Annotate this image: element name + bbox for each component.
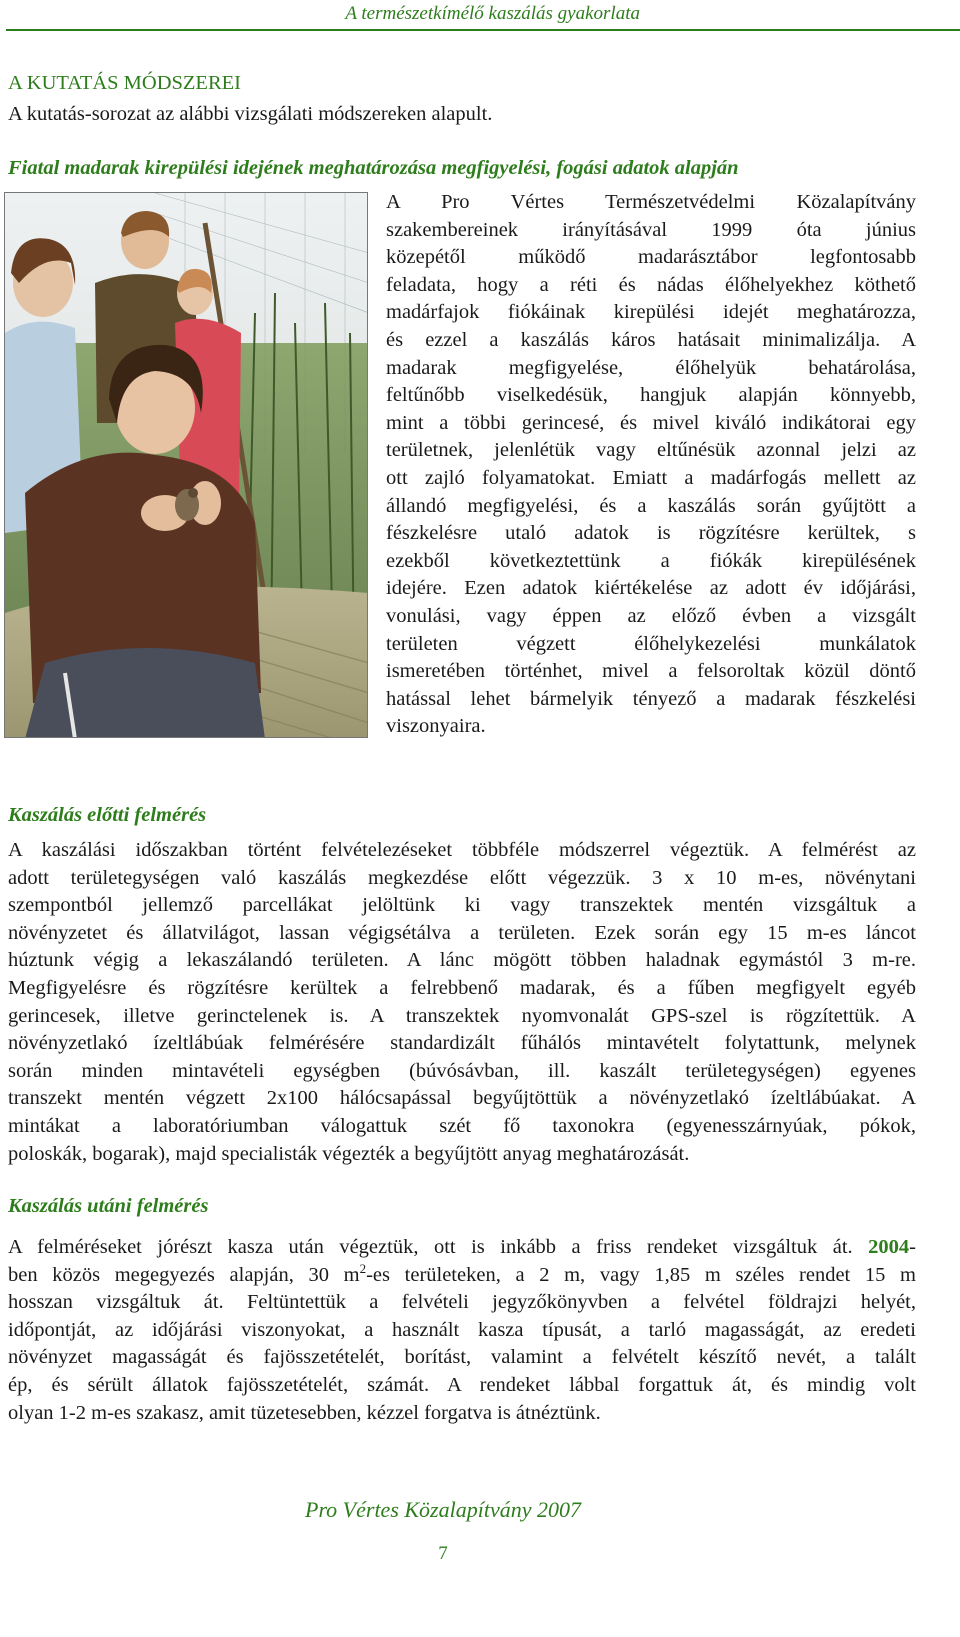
paragraph-post-mowing bbox=[8, 1234, 916, 1427]
text-line: hosszan vizsgáltuk át. Feltüntettük a felvételi jegyzőkönyvben a felvétel földrajzi helyét, bbox=[8, 1291, 916, 1314]
text-line: idejére. Ezen adatok kiértékelése az adott év időjárási, bbox=[386, 577, 916, 600]
text-line: növényzet magasságát és fajösszetételét, borítást, valamint a felvételt készítő nevét, a talált bbox=[8, 1346, 916, 1369]
year-highlight: 2004 bbox=[868, 1236, 910, 1258]
text-line: ép, és sérült állatok fajösszetételét, számát. A rendeket lábbal forgattuk át, és mindig volt bbox=[8, 1373, 916, 1396]
heading-pre-mowing: Kaszálás előtti felmérés bbox=[8, 804, 207, 826]
text-line: madárfajok fiókáinak kirepülési idejét meghatározza, bbox=[386, 301, 916, 324]
section-label: A KUTATÁS MÓDSZEREI bbox=[8, 72, 241, 94]
text-line: mint a többi gerincesé, és mivel kiváló indikátorai egy bbox=[386, 411, 916, 434]
text-line: és ezzel a kaszálás káros hatásait minimalizálja. A bbox=[386, 328, 916, 351]
text-line bbox=[8, 1262, 916, 1290]
text-line: közepétől működő madarásztábor legfontosabb bbox=[386, 246, 916, 269]
text-line: feltűnőbb viselkedésük, hangjuk alapján könnyebb, bbox=[386, 384, 916, 407]
page-number: 7 bbox=[438, 1543, 448, 1564]
text-line: növényzetet és állatvilágot, lassan végigsétálva a területen. Ezek során egy 15 m-es láncot bbox=[8, 921, 916, 944]
text-line: transzekt mentén végzett 2x100 hálócsapással begyűjtöttük a növényzetlakó ízeltlábúakat. A bbox=[8, 1087, 916, 1110]
paragraph-fledging bbox=[386, 189, 916, 741]
text-line: szakembereinek irányításával 1999 óta június bbox=[386, 218, 916, 241]
text-line: szempontból jellemző parcellákat jelöltünk ki vagy transzektek mentén vizsgáltuk a bbox=[8, 894, 916, 917]
text-line: területnek, jelenlétük vagy eltűnésük azonnal jelzi az bbox=[386, 439, 916, 462]
text-fragment: A felméréseket jórészt kasza után végeztük, ott is inkább a friss rendeket vizsgáltuk át. bbox=[8, 1236, 853, 1258]
text-line: gerincesek, illetve gerinctelenek is. A transzektek nyomvonalát GPS-szel is rögzítettük. A bbox=[8, 1004, 916, 1027]
superscript: 2 bbox=[359, 1260, 367, 1276]
text-line: húztunk végig a lekaszálandó területen. A lánc mögött többen haladnak egymástól 3 m-re. bbox=[8, 949, 916, 972]
text-line: állandó megfigyelési, és a kaszálás során gyűjtött a bbox=[386, 494, 916, 517]
text-line: ezekből következtettünk a fiókák kirepülésének bbox=[386, 549, 916, 572]
heading-post-mowing: Kaszálás utáni felmérés bbox=[8, 1195, 209, 1217]
intro-sentence: A kutatás-sorozat az alábbi vizsgálati módszereken alapult. bbox=[8, 103, 493, 125]
text-line: viszonyaira. bbox=[386, 715, 486, 738]
text-line: ott zajló folyamatokat. Emiatt a madárfogás mellett az bbox=[386, 466, 916, 489]
text-fragment: ben közös megegyezés alapján, 30 m bbox=[8, 1263, 360, 1286]
text-line: mintákat a laboratóriumban válogattuk szét fő taxonokra (egyenesszárnyúak, pókok, bbox=[8, 1114, 916, 1137]
text-line: adott területegységen való kaszálás megkezdése előtt végezzük. 3 x 10 m-es, növénytani bbox=[8, 866, 916, 889]
text-line: Megfigyelésre és rögzítésre kerültek a felrebbenő madarak, és a fűben megfigyelt egyéb bbox=[8, 976, 916, 999]
text-line: fészkelésre utaló adatok is rögzítésre kerültek, s bbox=[386, 522, 916, 545]
header-rule bbox=[6, 29, 960, 31]
text-fragment: -es területeken, a 2 m, vagy 1,85 m széles rendet 15 m bbox=[366, 1263, 916, 1286]
text-line: poloskák, bogarak), majd specialisták végezték a begyűjtött anyag meghatározását. bbox=[8, 1142, 690, 1165]
text-line: növényzetlakó ízeltlábúak felmérésére standardizált fűhálós mintavételt folytattunk, melynek bbox=[8, 1032, 916, 1055]
text-line: időpontját, az időjárási viszonyokat, a használt kasza típusát, a tarló magasságát, az eredeti bbox=[8, 1318, 916, 1341]
text-line: feladata, hogy a réti és nádas élőhelyekhez köthető bbox=[386, 273, 916, 296]
text-line: A kaszálási időszakban történt felvételezéseket többféle módszerrel végeztük. A felmérést az bbox=[8, 839, 916, 861]
text-line: olyan 1-2 m-es szakasz, amit tüzetesebben, kézzel forgatva is átnéztünk. bbox=[8, 1401, 601, 1424]
footer-organization: Pro Vértes Közalapítvány 2007 bbox=[305, 1497, 581, 1522]
running-header: A természetkímélő kaszálás gyakorlata bbox=[345, 3, 640, 24]
text-line: során minden mintavételi egységben (búvósávban, ill. kaszált területegységen) egyenes bbox=[8, 1059, 916, 1082]
paragraph-pre-mowing bbox=[8, 837, 916, 1168]
text-line: madarak megfigyelése, élőhelyük behatárolása, bbox=[386, 356, 916, 379]
text-line: vonulási, vagy éppen az előző évben a vizsgált bbox=[386, 604, 916, 627]
text-line: ismeretében történhet, mivel a felsoroltak közül döntő bbox=[386, 660, 916, 683]
heading-fledging: Fiatal madarak kirepülési idejének meghatározása megfigyelési, fogási adatok alapján bbox=[8, 157, 739, 179]
text-line: A felméréseket jórészt kasza után végeztük, ott is inkább a friss rendeket vizsgáltuk át. 2004- bbox=[8, 1236, 916, 1258]
photo-illustration bbox=[5, 193, 368, 738]
bird-ringing-photo bbox=[4, 192, 368, 738]
text-line: területen végzett élőhelykezelési munkálatok bbox=[386, 632, 916, 655]
text-line: hatással lehet bármelyik tényező a madarak fészkelési bbox=[386, 687, 916, 710]
text-line: A Pro Vértes Természetvédelmi Közalapítvány bbox=[386, 191, 916, 213]
